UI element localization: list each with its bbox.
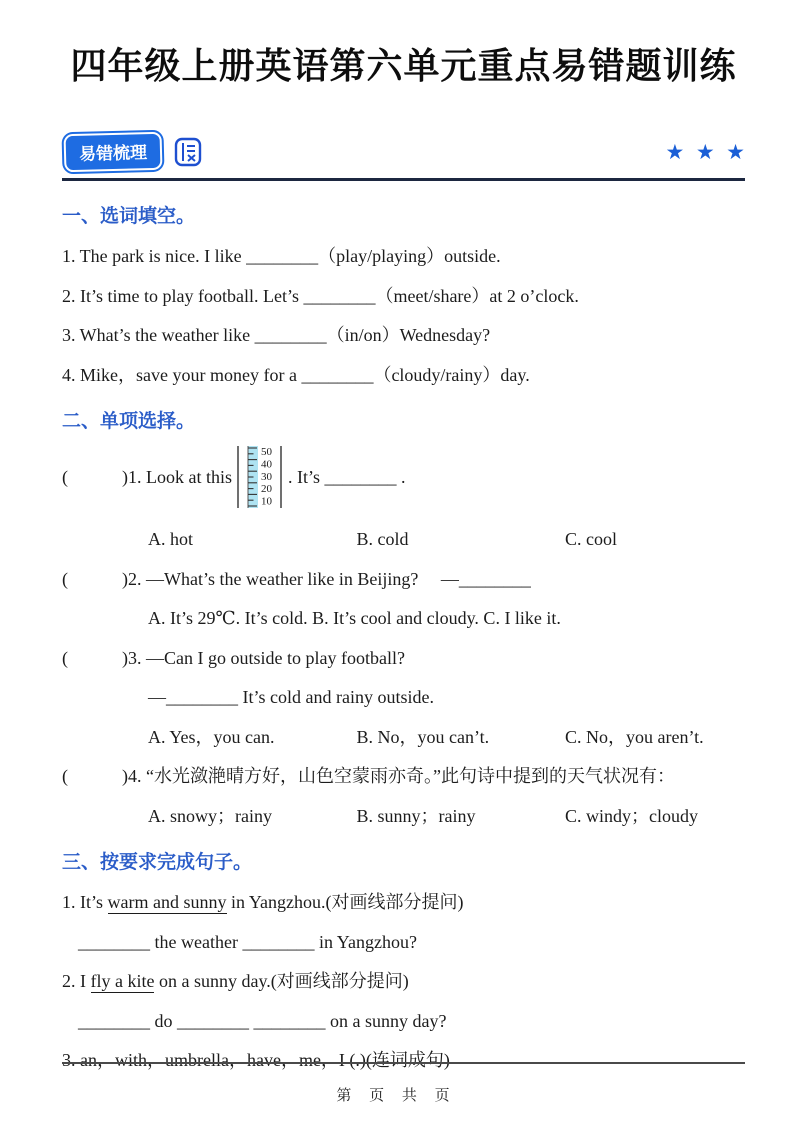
svg-text:10: 10 xyxy=(260,495,272,508)
svg-text:50: 50 xyxy=(260,446,272,458)
s2-q2-options: A. It’s 29℃. It’s cold. B. It’s cool and cloudy. C. I like it. xyxy=(148,608,561,628)
s2-question-2: ( )2. —What’s the weather like in Beijing? —________ xyxy=(62,568,531,589)
section3-heading: 三、按要求完成句子。 xyxy=(62,852,253,873)
option-a: A. hot xyxy=(148,529,193,549)
option-a: A. snowy；rainy xyxy=(148,805,272,826)
s2-q4-options xyxy=(148,805,745,828)
s2-question-1 xyxy=(62,443,745,511)
s3-q2-answer-line: ________ do ________ ________ on a sunny day? xyxy=(78,1010,447,1031)
s2-q1-text-post: . It’s ________ . xyxy=(287,466,406,487)
s1-question-1: 1. The park is nice. I like ________（play/playing）outside. xyxy=(62,246,501,266)
s3-q1-answer-line: ________ the weather ________ in Yangzhou? xyxy=(78,931,417,952)
star-icon: ★ xyxy=(695,139,715,164)
option-b: B. cold xyxy=(356,529,409,549)
s2-q3-options xyxy=(148,726,745,749)
option-a: A. Yes，you can. xyxy=(148,726,275,747)
svg-text:30: 30 xyxy=(260,470,272,483)
header-rule-row xyxy=(62,133,745,181)
svg-text:40: 40 xyxy=(260,458,272,471)
option-b: B. sunny；rainy xyxy=(356,805,476,826)
s3-question-3: 3. an，with，umbrella，have，me，I (.)(连词成句) xyxy=(62,1050,450,1070)
footer-page-label: 第 页 共 页 xyxy=(336,1088,457,1104)
s2-q3-answer-line: —________ It’s cold and rainy outside. xyxy=(148,687,434,707)
star-icon: ★ xyxy=(665,139,685,164)
option-c: C. windy；cloudy xyxy=(565,805,698,826)
star-icon: ★ xyxy=(726,139,745,164)
text-segment: in Yangzhou.(对画线部分提问) xyxy=(226,892,464,912)
thermometer-graphic xyxy=(236,443,284,511)
underlined-phrase: fly a kite xyxy=(90,971,155,991)
text-segment: on a sunny day.(对画线部分提问) xyxy=(154,971,409,991)
s3-question-1 xyxy=(62,891,745,914)
s2-q1-options xyxy=(148,528,745,551)
svg-text:20: 20 xyxy=(260,483,272,496)
s1-question-4: 4. Mike，save your money for a ________（cloudy/rainy）day. xyxy=(62,364,530,385)
error-review-badge: 易错梳理 xyxy=(64,132,163,173)
section2-heading: 二、单项选择。 xyxy=(62,411,196,432)
rating-stars xyxy=(659,139,745,164)
text-segment: 1. It’s xyxy=(62,892,108,912)
s3-question-2 xyxy=(62,970,745,993)
notebook-list-icon xyxy=(174,137,202,167)
section1-heading: 一、选词填空。 xyxy=(62,206,196,227)
s2-question-4: ( )4. “水光潋滟晴方好，山色空蒙雨亦奇。”此句诗中提到的天气状况有： xyxy=(62,766,675,786)
underlined-phrase: warm and sunny xyxy=(107,892,227,912)
option-b: B. No，you can’t. xyxy=(356,726,490,747)
s2-q1-text-pre: ( )1. Look at this xyxy=(62,466,232,487)
option-c: C. No，you aren’t. xyxy=(565,726,704,747)
footer-rule xyxy=(62,1062,745,1064)
s1-question-3: 3. What’s the weather like ________（in/on）Wednesday? xyxy=(62,325,491,345)
s2-question-3: ( )3. —Can I go outside to play football? xyxy=(62,647,405,668)
page-title: 四年级上册英语第六单元重点易错题训练 xyxy=(70,45,737,86)
s1-question-2: 2. It’s time to play football. Let’s ________（meet/share）at 2 o’clock. xyxy=(62,285,579,306)
option-c: C. cool xyxy=(565,529,617,549)
text-segment: 2. I xyxy=(62,971,91,991)
